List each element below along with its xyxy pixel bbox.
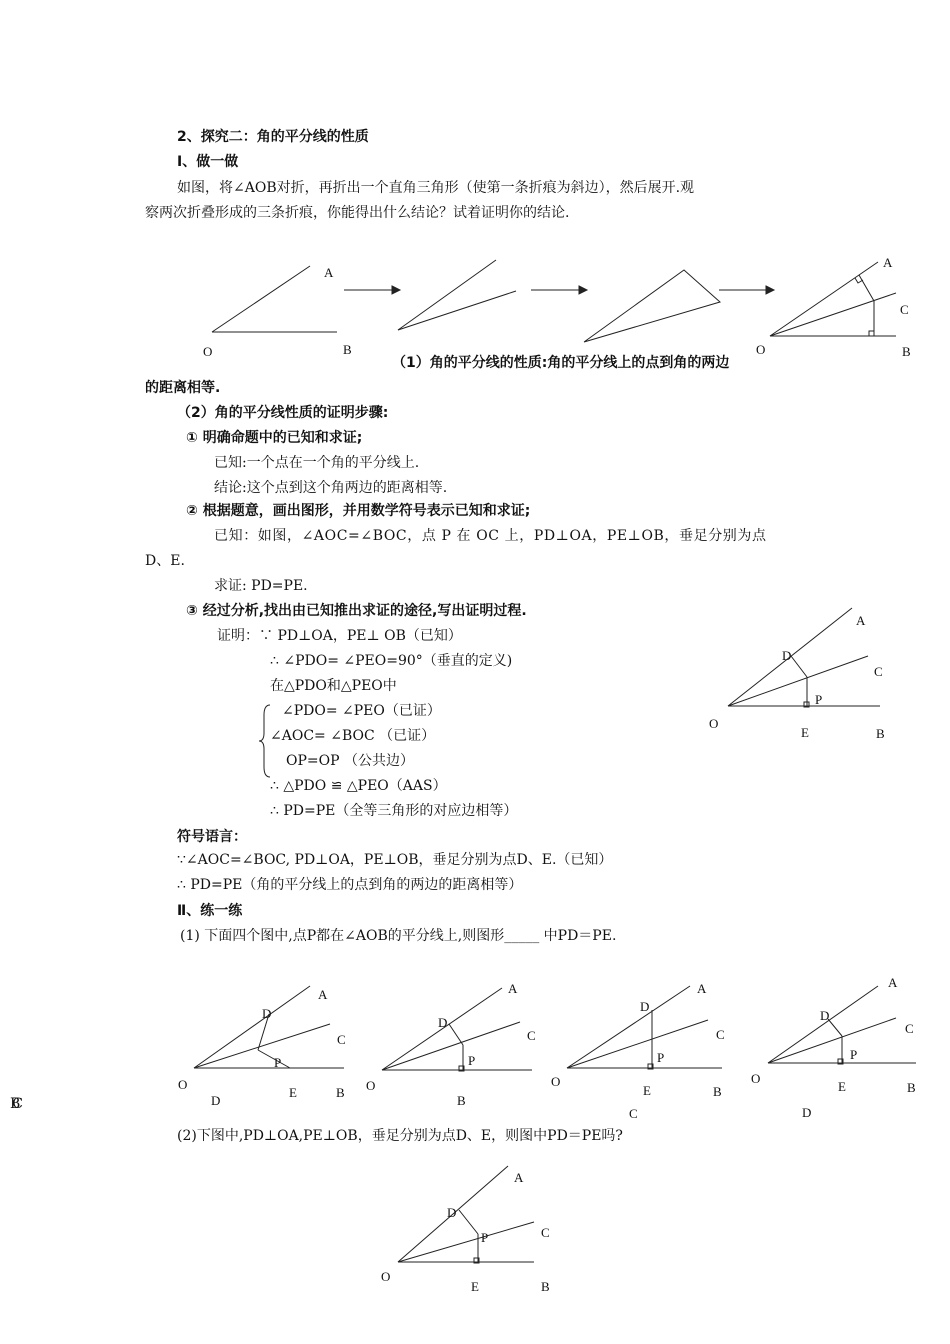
p3-label-c: C xyxy=(716,1027,725,1042)
q2-label-e: E xyxy=(471,1279,479,1294)
fold4-perp-d xyxy=(859,275,874,301)
p1-label-d: D xyxy=(262,1006,272,1021)
fold1-label-a: A xyxy=(324,265,334,280)
q2-label-c: C xyxy=(541,1225,550,1240)
symbolic-line-2: ∴ PD=PE（角的平分线上的点到角的两边的距离相等） xyxy=(177,877,523,893)
practice-q2: (2)下图中,PD⊥OA,PE⊥OB，垂足分别为点D、E，则图中PD＝PE吗? xyxy=(177,1128,623,1144)
step2-given-line-1: 已知：如图，∠AOC=∠BOC，点 P 在 OC 上，PD⊥OA，PE⊥OB，垂足分别为点 xyxy=(214,528,767,544)
proof-fig-label-o: O xyxy=(709,716,719,731)
fold2-edge-2 xyxy=(398,291,516,330)
symbolic-line-1: ∵∠AOC=∠BOC, PD⊥OA，PE⊥OB，垂足分别为点D、E.（已知） xyxy=(177,852,613,868)
p3-label-e: E xyxy=(643,1083,651,1098)
step1: ① 明确命题中的已知和求证; xyxy=(186,430,363,446)
p4-label-a: A xyxy=(888,975,898,990)
p1-label-a: A xyxy=(318,987,328,1002)
p4-ray-oc xyxy=(768,1018,896,1063)
q2-label-p: P xyxy=(481,1230,489,1245)
brace-line-2: ∠AOC= ∠BOC （已证） xyxy=(270,728,436,744)
p4-label-bottom-d: D xyxy=(802,1105,812,1120)
p1-label-o: O xyxy=(178,1077,188,1092)
arrow-2-head xyxy=(579,286,587,294)
p1-label-e: E xyxy=(289,1085,297,1100)
p3-label-b: B xyxy=(713,1084,722,1099)
fold4-right-angle-d xyxy=(855,278,863,283)
step2-given-line-2: D、E. xyxy=(145,553,185,569)
p3-label-d: D xyxy=(640,999,650,1014)
p3-label-a: A xyxy=(697,981,707,996)
step1-conclusion: 结论:这个点到这个角两边的距离相等. xyxy=(214,480,448,496)
fold4-label-a: A xyxy=(883,255,893,270)
proof-steps-title: （2）角的平分线性质的证明步骤: xyxy=(177,405,389,421)
step2-prove: 求证: PD=PE. xyxy=(214,578,308,594)
q2-label-a: A xyxy=(514,1170,524,1185)
proof-fig-label-d: D xyxy=(782,648,792,663)
p4-label-b: B xyxy=(907,1080,916,1095)
p4-label-e: E xyxy=(838,1079,846,1094)
p3-ray-oc xyxy=(567,1020,708,1068)
property-line-2: 的距离相等. xyxy=(145,380,221,396)
step3: ③ 经过分析,找出由已知推出求证的途径,写出证明过程. xyxy=(186,603,527,619)
proof-line-4: ∴ △PDO ≌ △PEO（AAS） xyxy=(270,778,447,794)
arrow-1-head xyxy=(392,286,400,294)
proof-fig-label-p: P xyxy=(815,692,823,707)
p1-label-bottom-d: D xyxy=(211,1093,221,1108)
fold4-ray-oc xyxy=(770,293,896,336)
fold4-label-b: B xyxy=(902,344,911,359)
q2-ray-oc xyxy=(398,1222,534,1262)
proof-fig-label-c: C xyxy=(874,664,883,679)
p4-label-p: P xyxy=(850,1047,858,1062)
proof-fig-label-a: A xyxy=(856,613,866,628)
intro-line-1: 如图，将∠AOB对折，再折出一个直角三角形（使第一条折痕为斜边），然后展开.观 xyxy=(177,180,695,196)
symbolic-title: 符号语言： xyxy=(177,829,247,845)
arrow-3-head xyxy=(766,286,774,294)
fold1-label-b: B xyxy=(343,342,352,357)
fold4-label-o: O xyxy=(756,342,766,357)
p4-label-d: D xyxy=(820,1008,830,1023)
p4-label-o: O xyxy=(751,1071,761,1086)
proof-fig-pd xyxy=(791,656,807,677)
p1-ray-oc xyxy=(194,1024,330,1068)
p2-label-a: A xyxy=(508,981,518,996)
step1-given: 已知:一个点在一个角的平分线上. xyxy=(214,455,420,471)
property-line-1: （1）角的平分线的性质:角的平分线上的点到角的两边 xyxy=(392,355,730,371)
proof-line-5: ∴ PD=PE（全等三角形的对应边相等） xyxy=(270,803,518,819)
part1-title: Ⅰ、做一做 xyxy=(177,154,239,170)
fold4-ray-oa xyxy=(770,262,878,336)
brace-line-3: OP=OP （公共边） xyxy=(286,753,414,769)
p1-ray-oa xyxy=(194,986,310,1068)
p2-label-o: O xyxy=(366,1078,376,1093)
p3-ray-oa xyxy=(567,986,690,1068)
p2-label-p: P xyxy=(468,1053,476,1068)
p3-label-p: P xyxy=(657,1050,665,1065)
proof-line-1: 证明：∵ PD⊥OA，PE⊥ OB（已知） xyxy=(217,628,462,644)
intro-line-2: 察两次折叠形成的三条折痕，你能得出什么结论？试着证明你的结论. xyxy=(145,205,570,221)
practice-title: Ⅱ、练一练 xyxy=(177,903,243,919)
q2-pd xyxy=(459,1210,478,1234)
proof-fig-ray-oc xyxy=(728,656,868,706)
proof-line-3: 在△PDO和△PEO中 xyxy=(270,678,397,694)
p2-label-b: B xyxy=(457,1093,466,1108)
p2-label-d: D xyxy=(438,1015,448,1030)
practice-q1: (1) 下面四个图中,点P都在∠AOB的平分线上,则图形_____ 中PD＝PE. xyxy=(180,928,617,944)
fold1-ray-oa xyxy=(212,266,310,332)
p2-ray-oc xyxy=(382,1022,520,1070)
p4-label-c: C xyxy=(905,1021,914,1036)
q2-label-o: O xyxy=(381,1269,391,1284)
fold4-label-c: C xyxy=(900,302,909,317)
p1-label-b: B xyxy=(336,1085,345,1100)
p2-pd xyxy=(449,1024,463,1045)
proof-line-2: ∴ ∠PDO= ∠PEO=90°（垂直的定义) xyxy=(270,653,513,669)
p1-label-c: C xyxy=(337,1032,346,1047)
proof-fig-label-b: B xyxy=(876,726,885,741)
p1-label-p: P xyxy=(274,1055,282,1070)
fold4-right-angle xyxy=(869,331,874,336)
p4-ray-oa xyxy=(768,986,878,1063)
fold1-label-o: O xyxy=(203,344,213,359)
q2-label-b: B xyxy=(541,1279,550,1294)
step2: ② 根据题意，画出图形，并用数学符号表示已知和求证; xyxy=(186,503,531,519)
fold3-triangle xyxy=(584,270,720,342)
p2-label-c: C xyxy=(527,1028,536,1043)
p4-pd xyxy=(828,1019,842,1036)
section-title: 2、探究二：角的平分线的性质 xyxy=(177,129,369,145)
option-c: C xyxy=(12,1096,24,1112)
option-b: B xyxy=(10,1096,13,1112)
brace-line-1: ∠PDO= ∠PEO（已证） xyxy=(282,703,441,719)
q2-label-d: D xyxy=(447,1205,457,1220)
fold2-edge-1 xyxy=(398,260,496,330)
proof-fig-label-e: E xyxy=(801,725,809,740)
p3-label-bottom-c: C xyxy=(629,1106,638,1121)
p3-label-o: O xyxy=(551,1074,561,1089)
